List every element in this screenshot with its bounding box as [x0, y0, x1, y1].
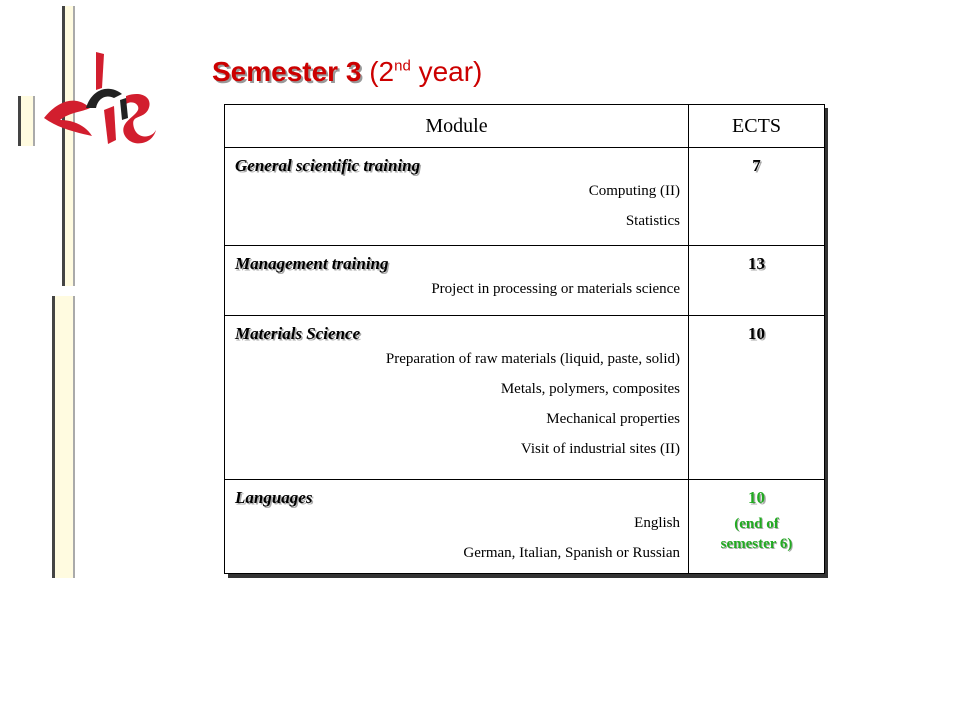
group-title: Management training	[235, 254, 389, 273]
ects-cell	[689, 480, 825, 574]
course-item: Visit of industrial sites (II)	[520, 441, 680, 457]
title-superscript: nd	[394, 57, 411, 75]
ects-note-line2: semester 6)	[720, 536, 793, 552]
course-item: Computing (II)	[588, 183, 680, 199]
title-open: (2	[361, 56, 395, 87]
ects-value: 7	[752, 156, 761, 175]
course-item: Statistics	[625, 213, 680, 229]
header-ects: ECTS	[689, 105, 825, 148]
modules-table	[224, 104, 825, 574]
table-row	[225, 480, 825, 574]
ects-cell	[689, 316, 825, 480]
table-row	[225, 316, 825, 480]
group-title: General scientific training	[235, 156, 421, 175]
decorative-bar-bottom	[52, 296, 73, 578]
title-rest: year)	[410, 56, 483, 87]
group-title: Materials Science	[235, 324, 361, 343]
course-item: German, Italian, Spanish or Russian	[463, 545, 680, 561]
page-title	[212, 56, 482, 88]
course-item: Mechanical properties	[546, 411, 680, 427]
header-module: Module	[225, 105, 689, 148]
ects-value: 10	[748, 324, 765, 343]
ects-note-line1: (end of	[734, 516, 779, 532]
module-cell	[225, 480, 689, 574]
table-row	[225, 246, 825, 316]
table-header-row	[225, 105, 825, 148]
ects-cell	[689, 246, 825, 316]
ects-cell	[689, 148, 825, 246]
group-title: Languages	[235, 488, 313, 507]
module-cell	[225, 316, 689, 480]
module-cell	[225, 148, 689, 246]
module-cell	[225, 246, 689, 316]
course-item: Project in processing or materials science	[431, 281, 680, 297]
title-semester: Semester 3	[212, 56, 362, 87]
ects-value: 13	[748, 254, 765, 273]
modules-table-container	[224, 104, 824, 574]
table-row	[225, 148, 825, 246]
school-logo-icon	[30, 48, 160, 158]
course-item: Metals, polymers, composites	[500, 381, 680, 397]
course-item: Preparation of raw materials (liquid, paste, solid)	[385, 351, 680, 367]
course-item: English	[634, 515, 680, 531]
ects-value: 10	[748, 488, 765, 507]
